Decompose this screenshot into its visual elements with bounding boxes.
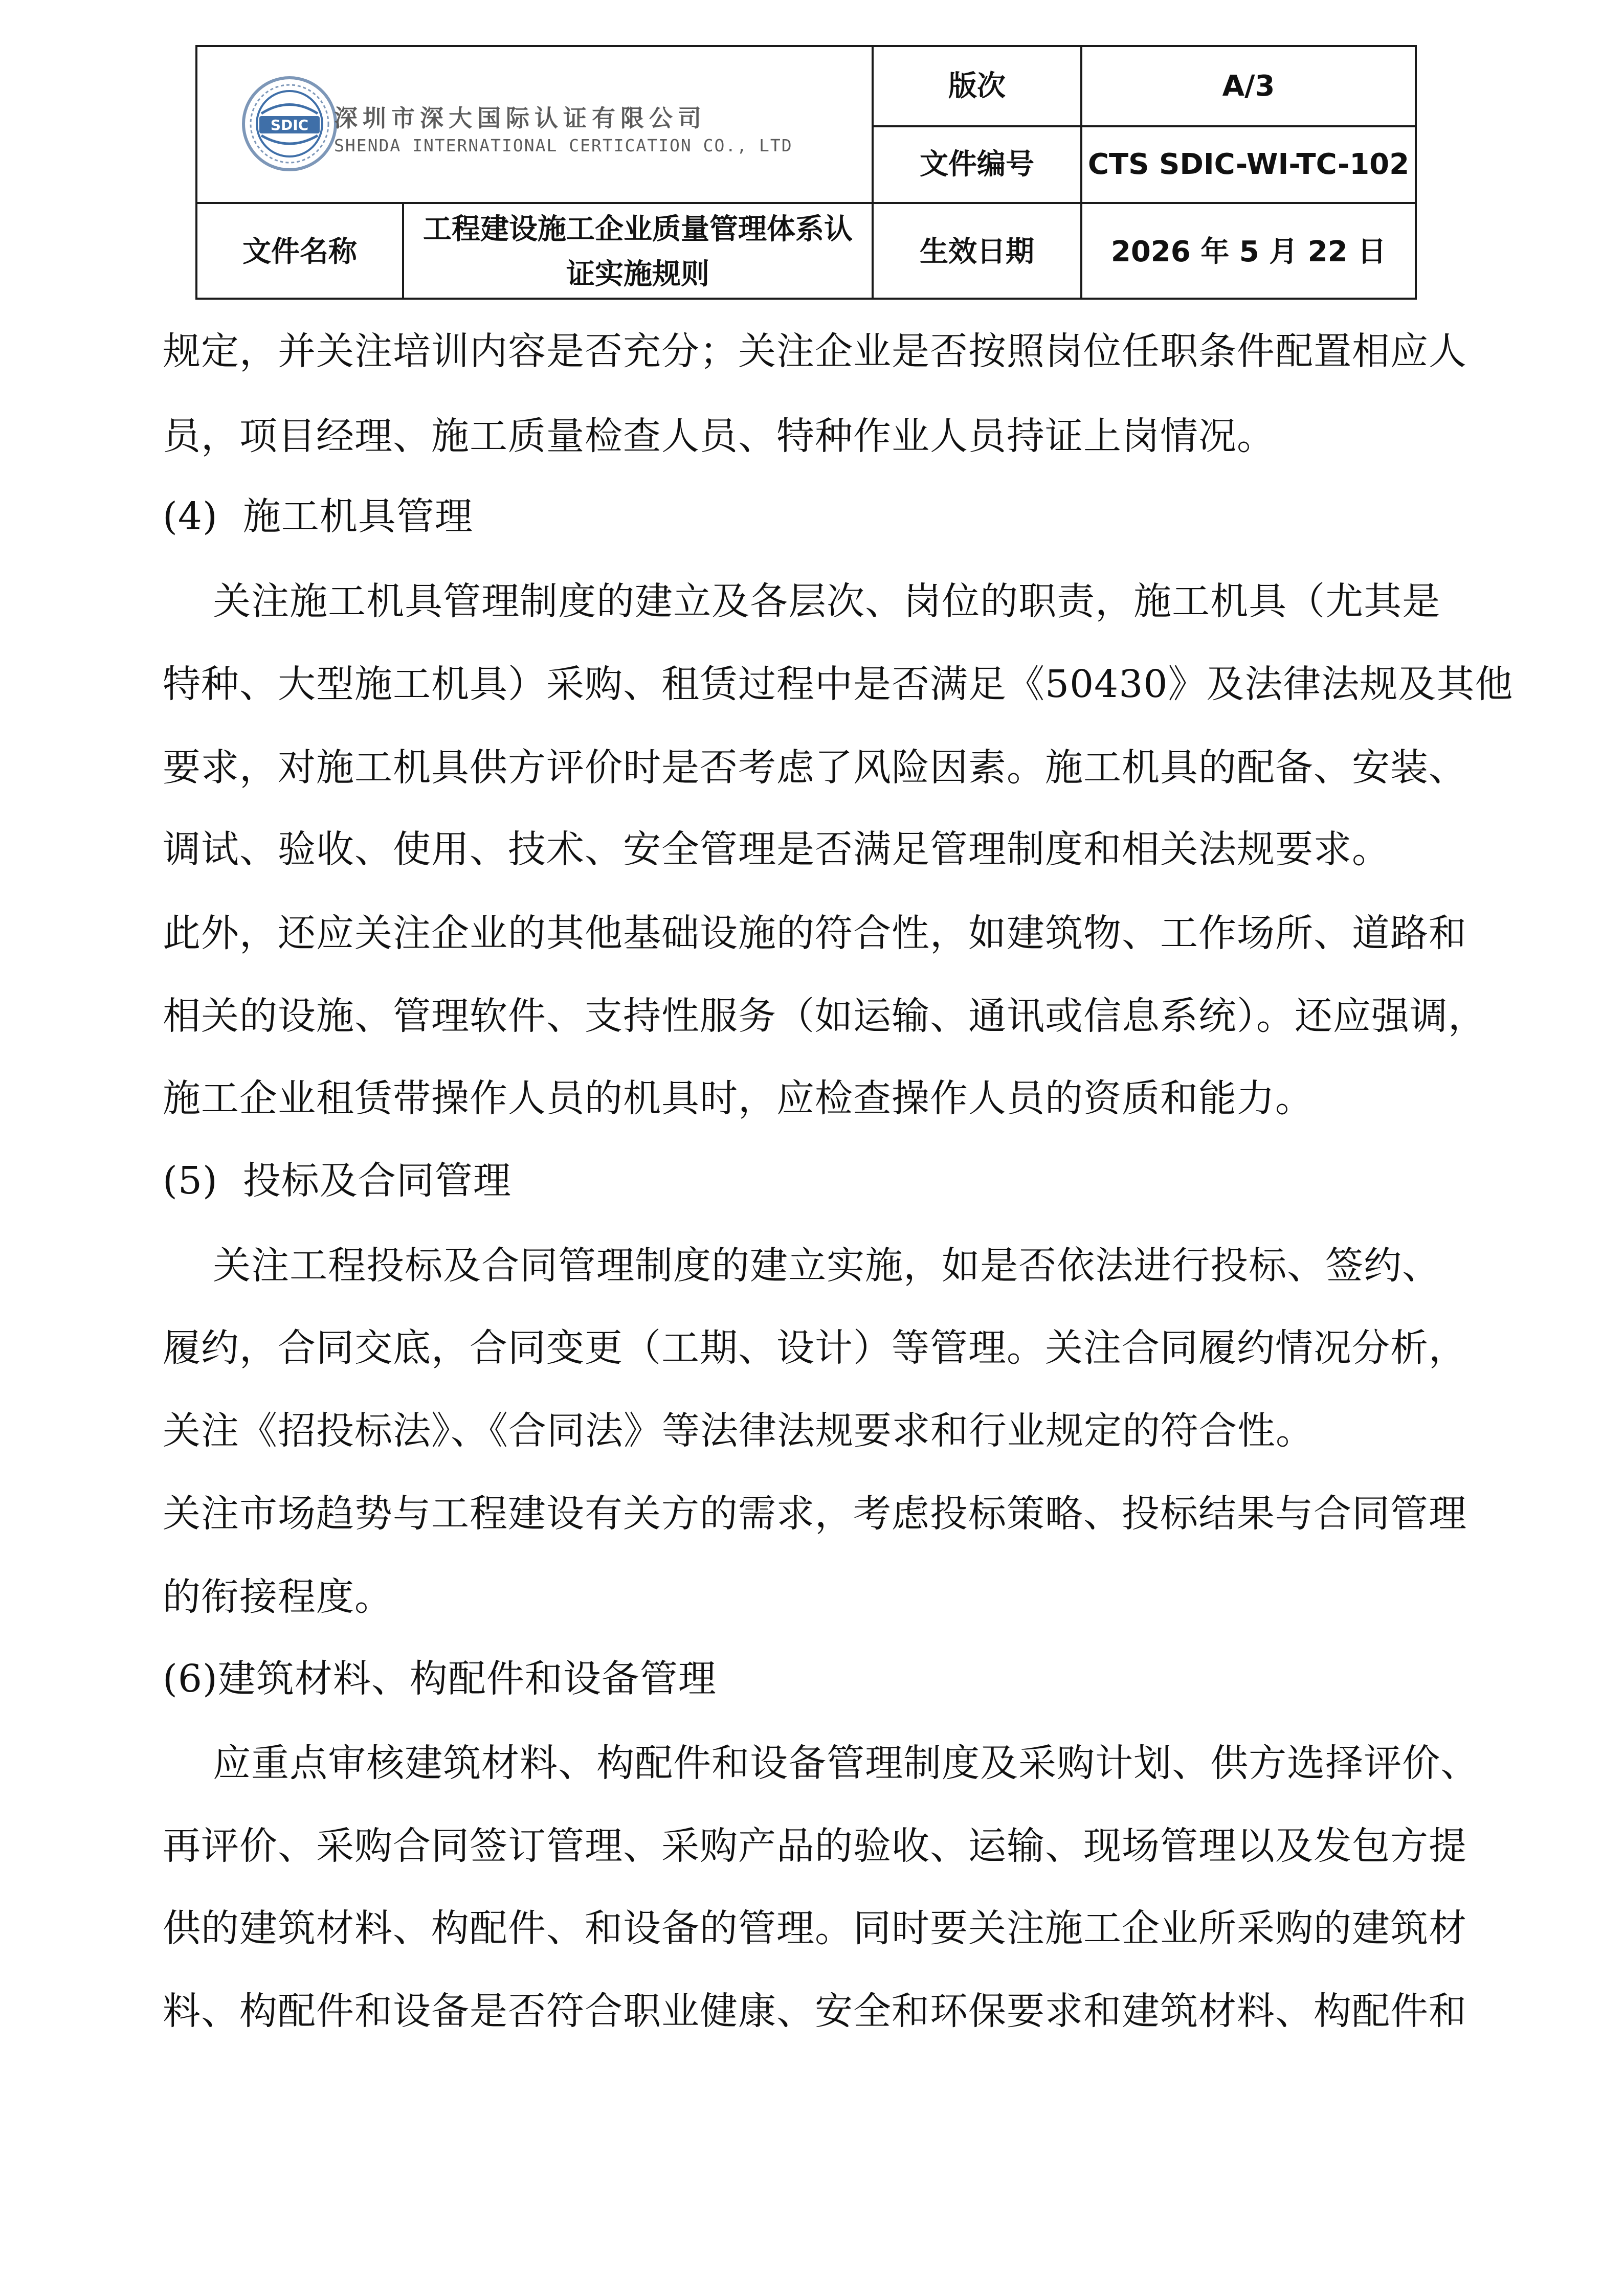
body-line: 规定，并关注培训内容是否充分；关注企业是否按照岗位任职条件配置相应人: [163, 329, 1467, 373]
doc-number-value: CTS SDIC-WI-TC-102: [1087, 148, 1410, 181]
body-line: 特种、大型施工机具）采购、租赁过程中是否满足《50430》及法律法规及其他: [163, 662, 1514, 706]
document-header-table: [195, 45, 1417, 300]
version-label: 版次: [948, 69, 1006, 103]
body-line: 关注工程投标及合同管理制度的建立实施，如是否依法进行投标、签约、: [163, 1244, 1441, 1288]
doc-name-value: [404, 204, 872, 300]
company-name-en: SHENDA INTERNATIONAL CERTICATION CO., LTD: [334, 136, 793, 155]
doc-name-label: 文件名称: [242, 235, 357, 268]
body-line: 施工企业租赁带操作人员的机具时，应检查操作人员的资质和能力。: [163, 1076, 1314, 1120]
body-line: 相关的设施、管理软件、支持性服务（如运输、通讯或信息系统）。还应强调，: [163, 994, 1486, 1038]
body-line: 供的建筑材料、构配件、和设备的管理。同时要关注施工企业所采购的建筑材: [163, 1906, 1467, 1950]
body-line: 应重点审核建筑材料、构配件和设备管理制度及采购计划、供方选择评价、: [163, 1741, 1479, 1785]
body-line: 调试、验收、使用、技术、安全管理是否满足管理制度和相关法规要求。: [163, 827, 1390, 871]
company-logo-cell: [197, 47, 874, 202]
body-line: 关注《招投标法》、《合同法》等法律法规要求和行业规定的符合性。: [163, 1409, 1314, 1453]
effective-date-value: 2026 年 5 月 22 日: [1110, 235, 1387, 268]
doc-name-line: 证实施规则: [566, 257, 709, 291]
section-heading: (6)建筑材料、构配件和设备管理: [163, 1657, 717, 1701]
section-heading: (5) 投标及合同管理: [163, 1159, 511, 1203]
effective-date-label: 生效日期: [920, 235, 1034, 268]
company-logo: [241, 75, 844, 177]
body-line: 履约，合同交底，合同变更（工期、设计）等管理。关注合同履约情况分析，: [163, 1326, 1467, 1370]
body-line: 的衔接程度。: [163, 1575, 393, 1619]
doc-name-line: 工程建设施工企业质量管理体系认: [423, 212, 853, 246]
body-line: 关注施工机具管理制度的建立及各层次、岗位的职责，施工机具（尤其是: [163, 579, 1441, 623]
body-line: 员，项目经理、施工质量检查人员、特种作业人员持证上岗情况。: [163, 414, 1275, 458]
body-line: 再评价、采购合同签订管理、采购产品的验收、运输、现场管理以及发包方提: [163, 1824, 1467, 1868]
body-line: 此外，还应关注企业的其他基础设施的符合性，如建筑物、工作场所、道路和: [163, 911, 1467, 955]
body-line: 关注市场趋势与工程建设有关方的需求，考虑投标策略、投标结果与合同管理: [163, 1492, 1467, 1536]
body-line: 料、构配件和设备是否符合职业健康、安全和环保要求和建筑材料、构配件和: [163, 1989, 1467, 2033]
logo-text: SDIC: [270, 117, 309, 133]
doc-number-label: 文件编号: [920, 148, 1034, 181]
body-line: 要求，对施工机具供方评价时是否考虑了风险因素。施工机具的配备、安装、: [163, 746, 1467, 790]
section-heading: (4) 施工机具管理: [163, 494, 473, 538]
sdic-logo-icon: [241, 75, 338, 172]
version-value: A/3: [1222, 69, 1275, 103]
company-name-cn: 深圳市深大国际认证有限公司: [334, 104, 706, 132]
